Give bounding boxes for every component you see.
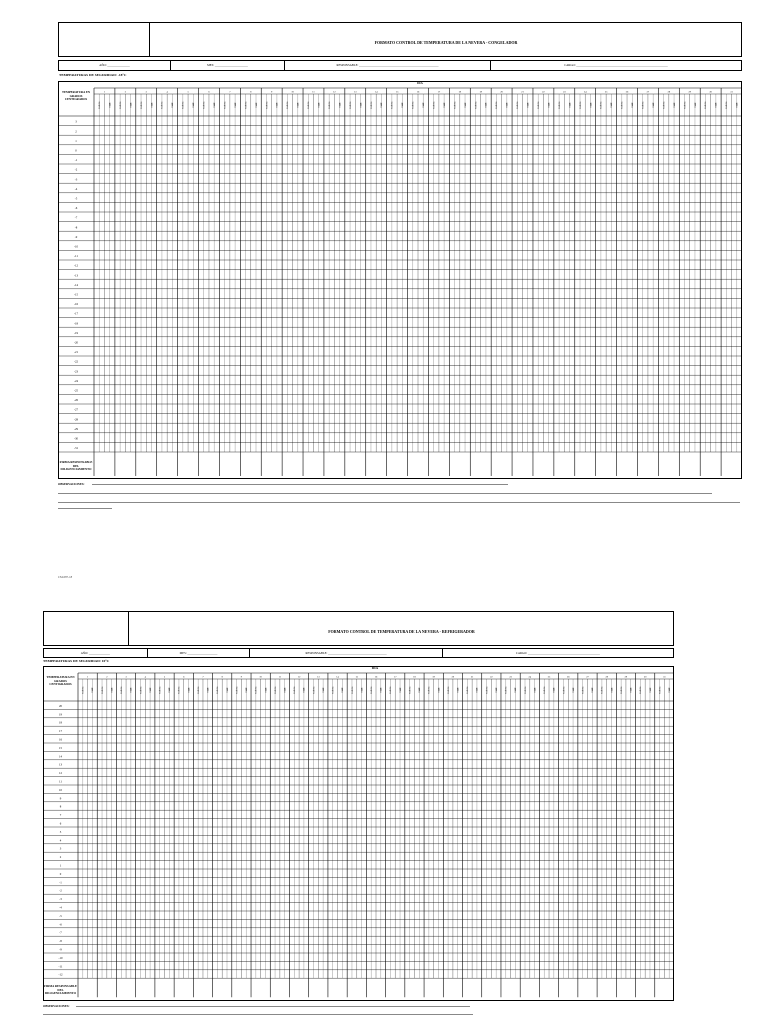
day-number: 18: [458, 90, 462, 94]
sub-col-label: MAÑANA: [392, 101, 394, 109]
sub-col-label: MAÑANA: [621, 686, 623, 694]
sub-col-label: TARDE: [554, 687, 556, 693]
sub-col-label: MAÑANA: [102, 686, 104, 694]
day-number: 24: [528, 675, 532, 679]
temp-label: 12: [59, 771, 62, 776]
sub-col-label: MAÑANA: [706, 101, 708, 109]
freezer-title: FORMATO CONTROL DE TEMPERATURA DE LA NEVERA - CONGELADOR: [374, 40, 518, 45]
sub-col-label: MAÑANA: [295, 686, 297, 694]
sub-col-label: TARDE: [298, 102, 300, 108]
sub-col-label: TARDE: [361, 102, 363, 108]
day-number: 31: [663, 675, 666, 679]
refrigerator-observations-line[interactable]: [76, 1006, 470, 1007]
sub-col-label: TARDE: [439, 687, 441, 693]
temp-label: 10: [59, 787, 62, 792]
temp-label: -9: [74, 234, 78, 239]
sub-col-label: TARDE: [235, 102, 237, 108]
form-code-note: CM-087-18: [58, 575, 73, 579]
sub-col-label: MAÑANA: [487, 686, 489, 694]
sub-col-label: TARDE: [549, 102, 551, 108]
day-number: 9: [240, 675, 243, 679]
sub-col-label: TARDE: [170, 687, 172, 693]
temp-label: -2: [74, 167, 78, 172]
sub-col-label: TARDE: [381, 687, 383, 693]
day-number: 1: [103, 90, 106, 94]
temp-label: -31: [74, 446, 78, 451]
day-number: 18: [413, 675, 416, 679]
sub-col-label: MAÑANA: [183, 101, 185, 109]
sub-col-label: MAÑANA: [559, 101, 561, 109]
sub-col-label: MAÑANA: [685, 101, 687, 109]
day-number: 11: [312, 90, 315, 94]
freezer-observations-line[interactable]: [58, 508, 112, 509]
sub-col-label: TARDE: [382, 102, 384, 108]
sub-col-label: MAÑANA: [246, 101, 248, 109]
temp-label: -7: [74, 215, 78, 220]
sub-col-label: MAÑANA: [391, 686, 393, 694]
sub-col-label: MAÑANA: [448, 686, 450, 694]
temp-label: -19: [74, 330, 78, 335]
sub-col-label: MAÑANA: [580, 101, 582, 109]
sub-col-label: TARDE: [194, 102, 196, 108]
temp-label: 14: [59, 754, 62, 759]
day-number: 10: [291, 90, 294, 94]
freezer-safety-temp: TEMPERATURAS DE SEGURIDAD: -18°C: [59, 73, 127, 77]
sub-col-label: MAÑANA: [525, 686, 527, 694]
temp-label: -21: [74, 350, 78, 355]
day-number: 26: [567, 675, 570, 679]
temp-label: -15: [74, 292, 78, 297]
temp-label: -14: [74, 282, 78, 287]
temp-label: -5: [59, 913, 62, 918]
sub-col-label: MAÑANA: [643, 101, 645, 109]
refrigerator-safety-temp: TEMPERATURAS DE SEGURIDAD: 10°C: [43, 659, 110, 663]
temp-label: -4: [74, 186, 78, 191]
temp-label: -18: [74, 321, 78, 326]
temp-label: 4: [59, 838, 62, 843]
day-number: 22: [490, 675, 493, 679]
sub-col-label: TARDE: [256, 102, 258, 108]
day-number: 20: [500, 90, 503, 94]
day-number: 19: [432, 675, 435, 679]
temp-label: -8: [59, 939, 62, 944]
day-number: 25: [547, 675, 551, 679]
freezer-dia-label: DIA: [417, 81, 423, 85]
sub-col-label: MAÑANA: [641, 686, 643, 694]
sub-col-label: MAÑANA: [198, 686, 200, 694]
sub-col-label: MAÑANA: [497, 101, 499, 109]
sub-col-label: TARDE: [486, 102, 488, 108]
temp-label: -22: [74, 359, 78, 364]
freezer-firma-label: FIRMA RESPONSABLE DEL DILIGENCIAMIENTO: [59, 460, 93, 471]
sub-col-label: TARDE: [591, 102, 593, 108]
temp-label: 15: [59, 745, 62, 750]
sub-col-label: TARDE: [131, 687, 133, 693]
temp-label: -23: [74, 369, 78, 374]
temp-label: -9: [59, 947, 62, 952]
temp-label: -7: [59, 930, 62, 935]
day-number: 14: [336, 675, 339, 679]
temp-label: -5: [74, 196, 78, 201]
temp-label: 0: [75, 148, 77, 153]
sub-col-label: MAÑANA: [564, 686, 566, 694]
day-number: 12: [297, 675, 301, 679]
day-number: 5: [163, 675, 166, 679]
sub-col-label: MAÑANA: [545, 686, 547, 694]
temp-label: -20: [74, 340, 78, 345]
sub-col-label: TARDE: [304, 687, 306, 693]
sub-col-label: MAÑANA: [660, 686, 662, 694]
sub-col-label: MAÑANA: [434, 101, 436, 109]
sub-col-label: TARDE: [612, 102, 614, 108]
sub-col-label: TARDE: [444, 102, 446, 108]
sub-col-label: MAÑANA: [622, 101, 624, 109]
temp-label: 9: [59, 796, 62, 801]
day-number: 24: [583, 90, 587, 94]
temp-label: -10: [58, 955, 63, 960]
day-number: 28: [667, 90, 671, 94]
day-number: 2: [124, 90, 126, 94]
temp-label: -17: [74, 311, 78, 316]
day-number: 22: [542, 90, 545, 94]
day-number: 13: [317, 675, 320, 679]
refrigerator-dia-label: DIA: [371, 666, 379, 670]
freezer-responsible-field[interactable]: RESPONSABLE: _____________________________________________________: [285, 61, 491, 70]
temp-label: -12: [58, 972, 63, 977]
day-number: 4: [144, 675, 146, 679]
sub-col-label: TARDE: [633, 102, 635, 108]
sub-col-label: TARDE: [695, 102, 697, 108]
sub-col-label: MAÑANA: [275, 686, 277, 694]
sub-col-label: TARDE: [424, 102, 426, 108]
sub-col-label: TARDE: [247, 687, 249, 693]
freezer-observations-line[interactable]: [92, 484, 508, 485]
sub-col-label: MAÑANA: [410, 686, 412, 694]
day-number: 7: [202, 675, 204, 679]
sub-col-label: MAÑANA: [329, 101, 331, 109]
temp-label: 11: [59, 779, 62, 784]
sub-col-label: MAÑANA: [267, 101, 269, 109]
refrigerator-responsible-field[interactable]: RESPONSABLE: _______________________________________: [250, 649, 442, 657]
day-number: 2: [106, 675, 108, 679]
temp-label: -30: [74, 436, 78, 441]
temp-label: 19: [59, 712, 62, 717]
temp-label: -1: [59, 880, 62, 885]
refrigerator-firma-label: FIRMA RESPONSABLE DEL DILIGENCIAMIENTO: [44, 984, 77, 995]
day-number: 15: [395, 90, 399, 94]
refrigerator-position-field[interactable]: CARGO: ________________________________________________: [515, 651, 600, 655]
sub-col-label: MAÑANA: [538, 101, 540, 109]
temp-label: -3: [59, 897, 62, 902]
temp-label: -11: [74, 254, 78, 259]
day-number: 10: [259, 675, 262, 679]
sub-col-label: MAÑANA: [237, 686, 239, 694]
sub-col-label: TARDE: [362, 687, 364, 693]
temp-label: -4: [59, 905, 62, 910]
sub-col-label: MAÑANA: [429, 686, 431, 694]
sub-col-label: TARDE: [674, 102, 676, 108]
sub-col-label: MAÑANA: [204, 101, 206, 109]
sub-col-label: TARDE: [669, 687, 671, 693]
day-number: 11: [278, 675, 282, 679]
day-number: 8: [221, 675, 223, 679]
day-number: 25: [604, 90, 608, 94]
freezer-temp-col-label: TEMPERATURA EN GRADOS CENTIGRADOS: [61, 90, 91, 101]
sub-col-label: MAÑANA: [455, 101, 457, 109]
refrigerator-month-field[interactable]: MES: ____________________: [148, 649, 251, 657]
sub-col-label: TARDE: [340, 102, 342, 108]
day-number: 9: [271, 90, 273, 94]
temp-label: 3: [75, 119, 77, 124]
sub-col-label: MAÑANA: [352, 686, 354, 694]
sub-col-label: MAÑANA: [371, 101, 373, 109]
sub-col-label: MAÑANA: [141, 686, 143, 694]
freezer-info-row: [58, 60, 742, 71]
temp-label: -6: [74, 206, 78, 211]
freezer-position-field[interactable]: CARGO: _____________________________________________________________: [564, 63, 668, 67]
sub-col-label: MAÑANA: [506, 686, 508, 694]
temp-label: 0: [59, 871, 62, 876]
sub-col-label: TARDE: [277, 102, 279, 108]
temp-label: -11: [58, 964, 63, 969]
temp-label: -2: [59, 888, 62, 893]
temp-label: -16: [74, 302, 78, 307]
sub-col-label: TARDE: [110, 102, 112, 108]
day-number: 27: [586, 675, 589, 679]
freezer-logo-box: [58, 22, 150, 57]
sub-col-label: TARDE: [227, 687, 229, 693]
sub-col-label: MAÑANA: [664, 101, 666, 109]
temp-label: -27: [74, 407, 78, 412]
sub-col-label: TARDE: [737, 102, 739, 108]
sub-col-label: TARDE: [214, 102, 216, 108]
temp-label: -24: [74, 378, 78, 383]
temp-label: 2: [75, 129, 77, 134]
day-number: 3: [125, 675, 127, 679]
temp-label: 2: [59, 855, 62, 860]
sub-col-label: MAÑANA: [583, 686, 585, 694]
sub-col-label: TARDE: [653, 102, 655, 108]
temp-label: 18: [59, 720, 62, 725]
day-number: 21: [470, 675, 474, 679]
day-number: 23: [509, 675, 512, 679]
sub-col-label: TARDE: [173, 102, 175, 108]
refrigerator-year-field[interactable]: AÑO: ______________: [44, 649, 148, 657]
temp-label: -28: [74, 417, 78, 422]
sub-col-label: MAÑANA: [100, 101, 102, 109]
sub-col-label: TARDE: [573, 687, 575, 693]
sub-col-label: TARDE: [458, 687, 460, 693]
refrigerator-temp-col-label: TEMPERATURA EN GRADOS CENTIGRADOS: [46, 675, 75, 686]
temp-label: -8: [74, 225, 78, 230]
sub-col-label: TARDE: [631, 687, 633, 693]
sub-col-label: MAÑANA: [225, 101, 227, 109]
sub-col-label: TARDE: [266, 687, 268, 693]
sub-col-label: TARDE: [319, 102, 321, 108]
sub-col-label: MAÑANA: [162, 101, 164, 109]
sub-col-label: MAÑANA: [120, 101, 122, 109]
sub-col-label: MAÑANA: [333, 686, 335, 694]
sub-col-label: MAÑANA: [309, 101, 311, 109]
freezer-year-field[interactable]: AÑO: _______________: [59, 61, 171, 70]
day-number: 14: [374, 90, 378, 94]
day-number: 26: [625, 90, 629, 94]
temp-label: 6: [59, 821, 62, 826]
sub-col-label: TARDE: [535, 687, 537, 693]
freezer-observations-line[interactable]: [58, 502, 740, 503]
sub-col-label: TARDE: [152, 102, 154, 108]
sub-col-label: TARDE: [716, 102, 718, 108]
day-number: 17: [437, 90, 441, 94]
day-number: 19: [479, 90, 482, 94]
temp-label: -12: [74, 263, 78, 268]
day-number: 27: [646, 90, 650, 94]
sub-col-label: MAÑANA: [350, 101, 352, 109]
freezer-grid-frame: [58, 81, 742, 479]
day-number: 16: [416, 90, 420, 94]
sub-col-label: TARDE: [465, 102, 467, 108]
sub-col-label: MAÑANA: [476, 101, 478, 109]
day-number: 20: [451, 675, 455, 679]
temp-label: 17: [59, 729, 62, 734]
day-number: 15: [355, 675, 359, 679]
sub-col-label: TARDE: [496, 687, 498, 693]
sub-col-label: TARDE: [343, 687, 345, 693]
day-number: 31: [730, 90, 733, 94]
temp-label: -26: [74, 398, 78, 403]
day-number: 17: [393, 675, 397, 679]
temp-label: 16: [59, 737, 62, 742]
sub-col-label: TARDE: [477, 687, 479, 693]
sub-col-label: TARDE: [516, 687, 518, 693]
temp-label: 7: [59, 813, 62, 818]
freezer-observations-line[interactable]: [58, 493, 712, 494]
temp-label: -25: [74, 388, 78, 393]
day-number: 30: [709, 90, 712, 94]
sub-col-label: TARDE: [570, 102, 572, 108]
temp-label: 20: [59, 703, 62, 708]
sub-col-label: TARDE: [612, 687, 614, 693]
sub-col-label: TARDE: [593, 687, 595, 693]
temp-label: -29: [74, 426, 78, 431]
sub-col-label: MAÑANA: [160, 686, 162, 694]
day-number: 12: [333, 90, 336, 94]
day-number: 5: [187, 90, 189, 94]
sub-col-label: MAÑANA: [179, 686, 181, 694]
sub-col-label: MAÑANA: [601, 101, 603, 109]
sub-col-label: TARDE: [507, 102, 509, 108]
day-number: 21: [521, 90, 524, 94]
sub-col-label: TARDE: [420, 687, 422, 693]
day-number: 4: [166, 90, 168, 94]
sub-col-label: MAÑANA: [727, 101, 729, 109]
temp-label: -1: [74, 158, 78, 163]
freezer-observations-label: OBSERVACIONES:: [58, 482, 85, 486]
day-number: 3: [145, 90, 147, 94]
day-number: 13: [354, 90, 357, 94]
sub-col-label: MAÑANA: [468, 686, 470, 694]
sub-col-label: MAÑANA: [518, 101, 520, 109]
day-number: 1: [86, 675, 89, 679]
day-number: 23: [563, 90, 566, 94]
sub-col-label: MAÑANA: [256, 686, 258, 694]
temp-label: -13: [74, 273, 78, 278]
temp-label: 8: [59, 804, 62, 809]
sub-col-label: MAÑANA: [83, 686, 85, 694]
day-number: 7: [229, 90, 231, 94]
sub-col-label: MAÑANA: [371, 686, 373, 694]
sub-col-label: MAÑANA: [141, 101, 143, 109]
refrigerator-grid-frame: [43, 666, 674, 1001]
refrigerator-logo-box: [43, 611, 129, 646]
temp-label: 5: [59, 829, 62, 834]
temp-label: 1: [59, 863, 62, 868]
sub-col-label: MAÑANA: [602, 686, 604, 694]
sub-col-label: TARDE: [93, 687, 95, 693]
sub-col-label: TARDE: [323, 687, 325, 693]
sub-col-label: TARDE: [403, 102, 405, 108]
day-number: 6: [208, 90, 210, 94]
temp-label: 13: [59, 762, 62, 767]
sub-col-label: TARDE: [208, 687, 210, 693]
day-number: 8: [250, 90, 252, 94]
temp-label: 1: [75, 138, 77, 143]
sub-col-label: MAÑANA: [218, 686, 220, 694]
sub-col-label: MAÑANA: [314, 686, 316, 694]
refrigerator-observations-line[interactable]: [43, 1014, 473, 1015]
temp-label: -3: [74, 177, 78, 182]
refrigerator-observations-label: OBSERVACIONES:: [43, 1004, 70, 1008]
freezer-month-field[interactable]: MES: ______________________: [171, 61, 285, 70]
sub-col-label: MAÑANA: [413, 101, 415, 109]
sub-col-label: TARDE: [650, 687, 652, 693]
sub-col-label: TARDE: [285, 687, 287, 693]
sub-col-label: TARDE: [150, 687, 152, 693]
day-number: 28: [605, 675, 608, 679]
refrigerator-info-row: [43, 648, 674, 658]
day-number: 16: [374, 675, 378, 679]
day-number: 29: [688, 90, 691, 94]
temp-label: -6: [59, 922, 62, 927]
sub-col-label: TARDE: [189, 687, 191, 693]
sub-col-label: TARDE: [112, 687, 114, 693]
sub-col-label: MAÑANA: [288, 101, 290, 109]
sub-col-label: TARDE: [400, 687, 402, 693]
refrigerator-title: FORMATO CONTROL DE TEMPERATURA DE LA NEVERA - REFRIGERADOR: [328, 629, 475, 634]
sub-col-label: MAÑANA: [122, 686, 124, 694]
day-number: 29: [624, 675, 628, 679]
temp-label: 3: [59, 846, 62, 851]
temp-label: -10: [74, 244, 78, 249]
sub-col-label: TARDE: [131, 102, 133, 108]
day-number: 30: [643, 675, 647, 679]
day-number: 6: [183, 675, 185, 679]
sub-col-label: TARDE: [528, 102, 530, 108]
